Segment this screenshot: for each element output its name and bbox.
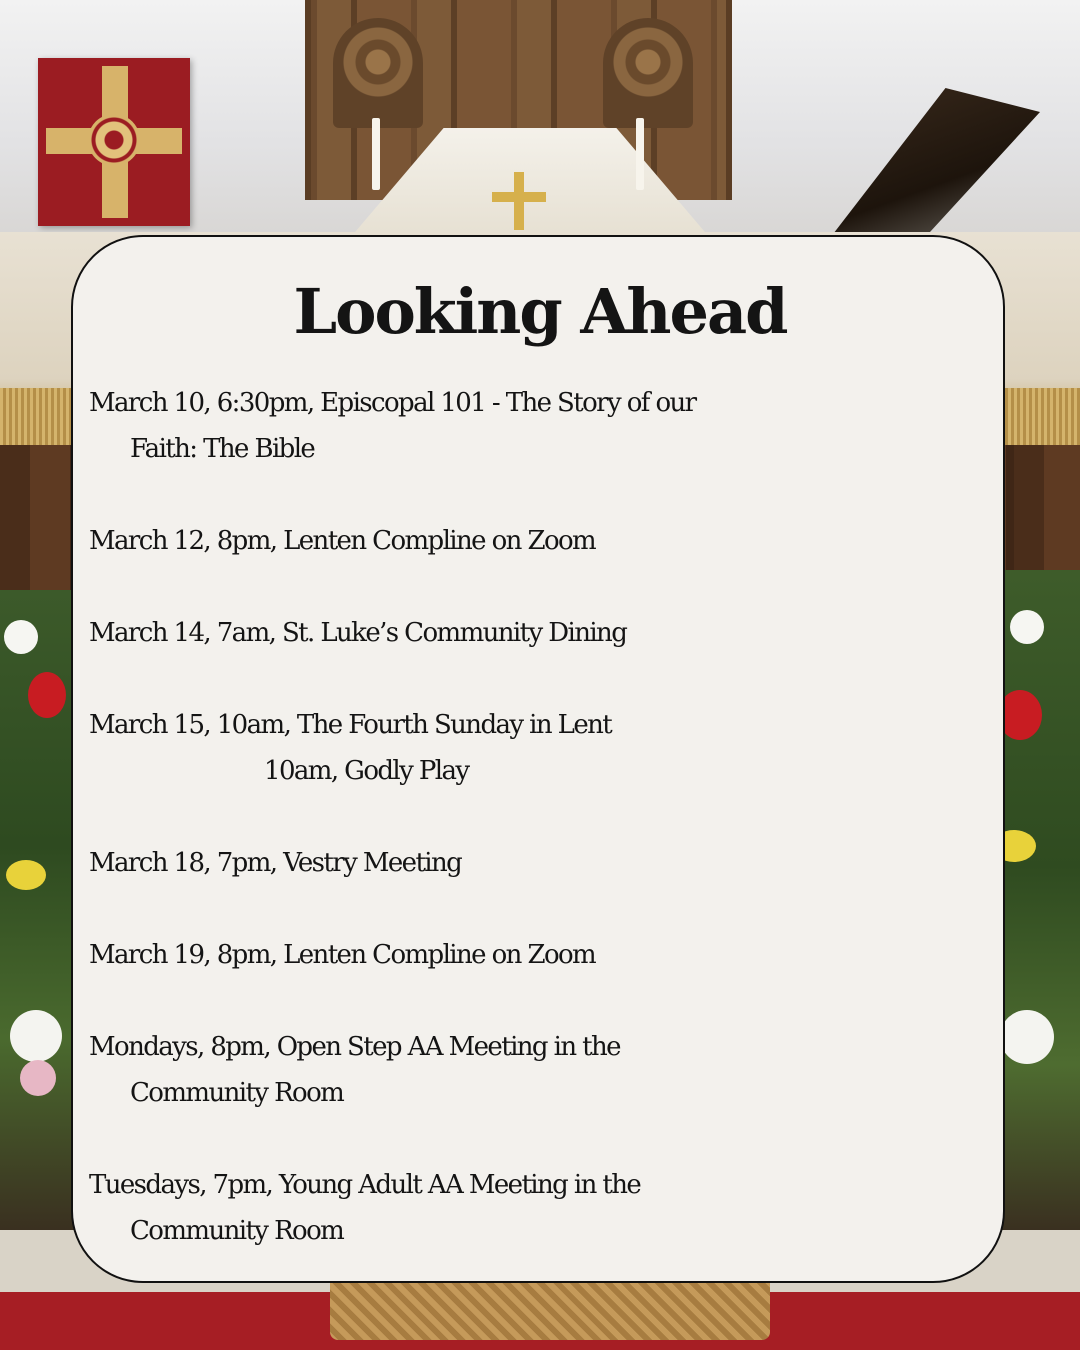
event-text: March 10, 6:30pm, Episcopal 101 - The Story of our xyxy=(89,388,696,418)
candle xyxy=(372,118,380,190)
daisy xyxy=(1000,1010,1054,1064)
carved-panel xyxy=(333,18,423,128)
event-text-continued: Faith: The Bible xyxy=(130,434,315,464)
red-cross-banner xyxy=(38,58,190,226)
page-title: Looking Ahead xyxy=(293,275,787,348)
event-item xyxy=(89,610,994,656)
event-text: March 15, 10am, The Fourth Sunday in Lent xyxy=(89,710,612,740)
lily xyxy=(4,620,38,654)
event-text: Tuesdays, 7pm, Young Adult AA Meeting in the xyxy=(89,1170,641,1200)
banner-cross-emblem xyxy=(88,114,140,166)
event-text: March 18, 7pm, Vestry Meeting xyxy=(89,848,462,878)
daffodil xyxy=(6,860,46,890)
daisy xyxy=(10,1010,62,1062)
event-text-continued: 10am, Godly Play xyxy=(264,756,469,786)
event-text-continued: Community Room xyxy=(130,1216,344,1246)
event-list xyxy=(89,380,994,1254)
event-item xyxy=(89,932,994,978)
hyacinth xyxy=(20,1060,56,1096)
lily xyxy=(1010,610,1044,644)
event-text: March 14, 7am, St. Luke’s Community Dining xyxy=(89,618,627,648)
tulip xyxy=(28,672,66,718)
event-item xyxy=(89,1024,994,1116)
event-item xyxy=(89,518,994,564)
carved-panel xyxy=(603,18,693,128)
event-item xyxy=(89,840,994,886)
event-text: Mondays, 8pm, Open Step AA Meeting in the xyxy=(89,1032,620,1062)
event-item xyxy=(89,1162,994,1254)
event-item xyxy=(89,380,994,472)
event-text-continued: Community Room xyxy=(130,1078,344,1108)
event-text: March 19, 8pm, Lenten Compline on Zoom xyxy=(89,940,596,970)
event-text: March 12, 8pm, Lenten Compline on Zoom xyxy=(89,526,596,556)
event-item xyxy=(89,702,994,794)
candle xyxy=(636,118,644,190)
